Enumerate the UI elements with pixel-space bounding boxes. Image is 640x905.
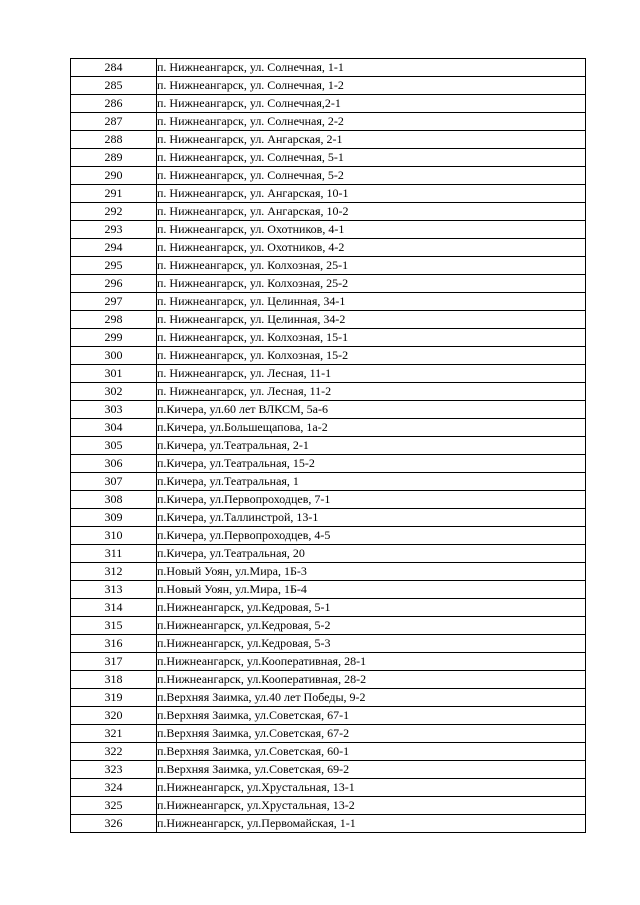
address-cell: п. Нижнеангарск, ул. Целинная, 34-2 (157, 311, 586, 329)
address-cell: п. Нижнеангарск, ул. Колхозная, 15-2 (157, 347, 586, 365)
table-row (71, 635, 586, 653)
row-number-cell: 287 (71, 113, 157, 131)
address-cell: п.Верхняя Заимка, ул.Советская, 67-2 (157, 725, 586, 743)
table-row (71, 473, 586, 491)
row-number-cell: 301 (71, 365, 157, 383)
table-row (71, 599, 586, 617)
address-cell: п.Верхняя Заимка, ул.Советская, 67-1 (157, 707, 586, 725)
address-cell: п.Кичера, ул.Первопроходцев, 4-5 (157, 527, 586, 545)
address-cell: п. Нижнеангарск, ул. Колхозная, 15-1 (157, 329, 586, 347)
table-row (71, 149, 586, 167)
row-number-cell: 294 (71, 239, 157, 257)
table-row (71, 131, 586, 149)
address-cell: п. Нижнеангарск, ул. Солнечная, 2-2 (157, 113, 586, 131)
address-cell: п. Нижнеангарск, ул. Охотников, 4-2 (157, 239, 586, 257)
row-number-cell: 325 (71, 797, 157, 815)
table-row (71, 815, 586, 833)
table-row (71, 347, 586, 365)
address-cell: п. Нижнеангарск, ул. Колхозная, 25-2 (157, 275, 586, 293)
address-cell: п.Нижнеангарск, ул.Хрустальная, 13-2 (157, 797, 586, 815)
address-cell: п. Нижнеангарск, ул. Лесная, 11-2 (157, 383, 586, 401)
address-cell: п.Верхняя Заимка, ул.40 лет Победы, 9-2 (157, 689, 586, 707)
table-row (71, 725, 586, 743)
row-number-cell: 315 (71, 617, 157, 635)
table-row (71, 203, 586, 221)
address-cell: п.Нижнеангарск, ул.Первомайская, 1-1 (157, 815, 586, 833)
table-row (71, 275, 586, 293)
row-number-cell: 295 (71, 257, 157, 275)
table-row (71, 491, 586, 509)
address-cell: п.Нижнеангарск, ул.Кедровая, 5-3 (157, 635, 586, 653)
address-cell: п. Нижнеангарск, ул. Солнечная,2-1 (157, 95, 586, 113)
table-row (71, 545, 586, 563)
table-row (71, 671, 586, 689)
row-number-cell: 290 (71, 167, 157, 185)
address-cell: п.Кичера, ул.Театральная, 1 (157, 473, 586, 491)
row-number-cell: 314 (71, 599, 157, 617)
address-cell: п. Нижнеангарск, ул. Колхозная, 25-1 (157, 257, 586, 275)
table-row (71, 617, 586, 635)
table-row (71, 437, 586, 455)
address-cell: п.Новый Уоян, ул.Мира, 1Б-4 (157, 581, 586, 599)
row-number-cell: 317 (71, 653, 157, 671)
row-number-cell: 321 (71, 725, 157, 743)
address-cell: п.Верхняя Заимка, ул.Советская, 60-1 (157, 743, 586, 761)
address-cell: п. Нижнеангарск, ул. Ангарская, 2-1 (157, 131, 586, 149)
row-number-cell: 293 (71, 221, 157, 239)
address-cell: п.Кичера, ул.Большещапова, 1а-2 (157, 419, 586, 437)
row-number-cell: 284 (71, 59, 157, 77)
table-row (71, 743, 586, 761)
address-cell: п.Кичера, ул.60 лет ВЛКСМ, 5а-6 (157, 401, 586, 419)
row-number-cell: 311 (71, 545, 157, 563)
row-number-cell: 319 (71, 689, 157, 707)
table-row (71, 185, 586, 203)
address-cell: п. Нижнеангарск, ул. Солнечная, 5-1 (157, 149, 586, 167)
table-row (71, 509, 586, 527)
row-number-cell: 303 (71, 401, 157, 419)
table-row (71, 365, 586, 383)
table-row (71, 563, 586, 581)
row-number-cell: 296 (71, 275, 157, 293)
row-number-cell: 308 (71, 491, 157, 509)
row-number-cell: 297 (71, 293, 157, 311)
address-cell: п.Нижнеангарск, ул.Кооперативная, 28-1 (157, 653, 586, 671)
address-cell: п.Кичера, ул.Театральная, 15-2 (157, 455, 586, 473)
table-row (71, 779, 586, 797)
table-row (71, 59, 586, 77)
address-cell: п.Кичера, ул.Таллинстрой, 13-1 (157, 509, 586, 527)
table-row (71, 293, 586, 311)
row-number-cell: 322 (71, 743, 157, 761)
address-cell: п. Нижнеангарск, ул. Солнечная, 1-1 (157, 59, 586, 77)
address-cell: п.Нижнеангарск, ул.Кедровая, 5-2 (157, 617, 586, 635)
table-row (71, 797, 586, 815)
table-row (71, 383, 586, 401)
address-table-body (71, 59, 586, 833)
row-number-cell: 298 (71, 311, 157, 329)
row-number-cell: 286 (71, 95, 157, 113)
table-row (71, 761, 586, 779)
table-row (71, 689, 586, 707)
row-number-cell: 305 (71, 437, 157, 455)
address-cell: п. Нижнеангарск, ул. Солнечная, 5-2 (157, 167, 586, 185)
row-number-cell: 302 (71, 383, 157, 401)
table-row (71, 311, 586, 329)
table-row (71, 239, 586, 257)
address-cell: п.Новый Уоян, ул.Мира, 1Б-3 (157, 563, 586, 581)
row-number-cell: 323 (71, 761, 157, 779)
address-table (70, 58, 586, 833)
row-number-cell: 313 (71, 581, 157, 599)
row-number-cell: 320 (71, 707, 157, 725)
row-number-cell: 312 (71, 563, 157, 581)
address-cell: п.Кичера, ул.Первопроходцев, 7-1 (157, 491, 586, 509)
row-number-cell: 288 (71, 131, 157, 149)
table-row (71, 653, 586, 671)
address-cell: п.Верхняя Заимка, ул.Советская, 69-2 (157, 761, 586, 779)
table-row (71, 707, 586, 725)
address-cell: п.Кичера, ул.Театральная, 20 (157, 545, 586, 563)
row-number-cell: 289 (71, 149, 157, 167)
table-row (71, 329, 586, 347)
table-row (71, 581, 586, 599)
address-cell: п. Нижнеангарск, ул. Ангарская, 10-2 (157, 203, 586, 221)
address-cell: п.Нижнеангарск, ул.Хрустальная, 13-1 (157, 779, 586, 797)
row-number-cell: 306 (71, 455, 157, 473)
row-number-cell: 291 (71, 185, 157, 203)
table-row (71, 77, 586, 95)
table-row (71, 527, 586, 545)
row-number-cell: 299 (71, 329, 157, 347)
table-row (71, 401, 586, 419)
table-row (71, 167, 586, 185)
row-number-cell: 316 (71, 635, 157, 653)
row-number-cell: 324 (71, 779, 157, 797)
row-number-cell: 310 (71, 527, 157, 545)
table-row (71, 257, 586, 275)
address-cell: п.Нижнеангарск, ул.Кооперативная, 28-2 (157, 671, 586, 689)
row-number-cell: 304 (71, 419, 157, 437)
address-cell: п.Кичера, ул.Театральная, 2-1 (157, 437, 586, 455)
table-row (71, 95, 586, 113)
row-number-cell: 309 (71, 509, 157, 527)
address-cell: п. Нижнеангарск, ул. Солнечная, 1-2 (157, 77, 586, 95)
table-row (71, 113, 586, 131)
row-number-cell: 326 (71, 815, 157, 833)
table-row (71, 419, 586, 437)
address-cell: п. Нижнеангарск, ул. Ангарская, 10-1 (157, 185, 586, 203)
row-number-cell: 300 (71, 347, 157, 365)
address-cell: п. Нижнеангарск, ул. Лесная, 11-1 (157, 365, 586, 383)
address-cell: п. Нижнеангарск, ул. Охотников, 4-1 (157, 221, 586, 239)
row-number-cell: 318 (71, 671, 157, 689)
row-number-cell: 292 (71, 203, 157, 221)
address-cell: п.Нижнеангарск, ул.Кедровая, 5-1 (157, 599, 586, 617)
address-cell: п. Нижнеангарск, ул. Целинная, 34-1 (157, 293, 586, 311)
row-number-cell: 307 (71, 473, 157, 491)
table-row (71, 455, 586, 473)
table-row (71, 221, 586, 239)
row-number-cell: 285 (71, 77, 157, 95)
